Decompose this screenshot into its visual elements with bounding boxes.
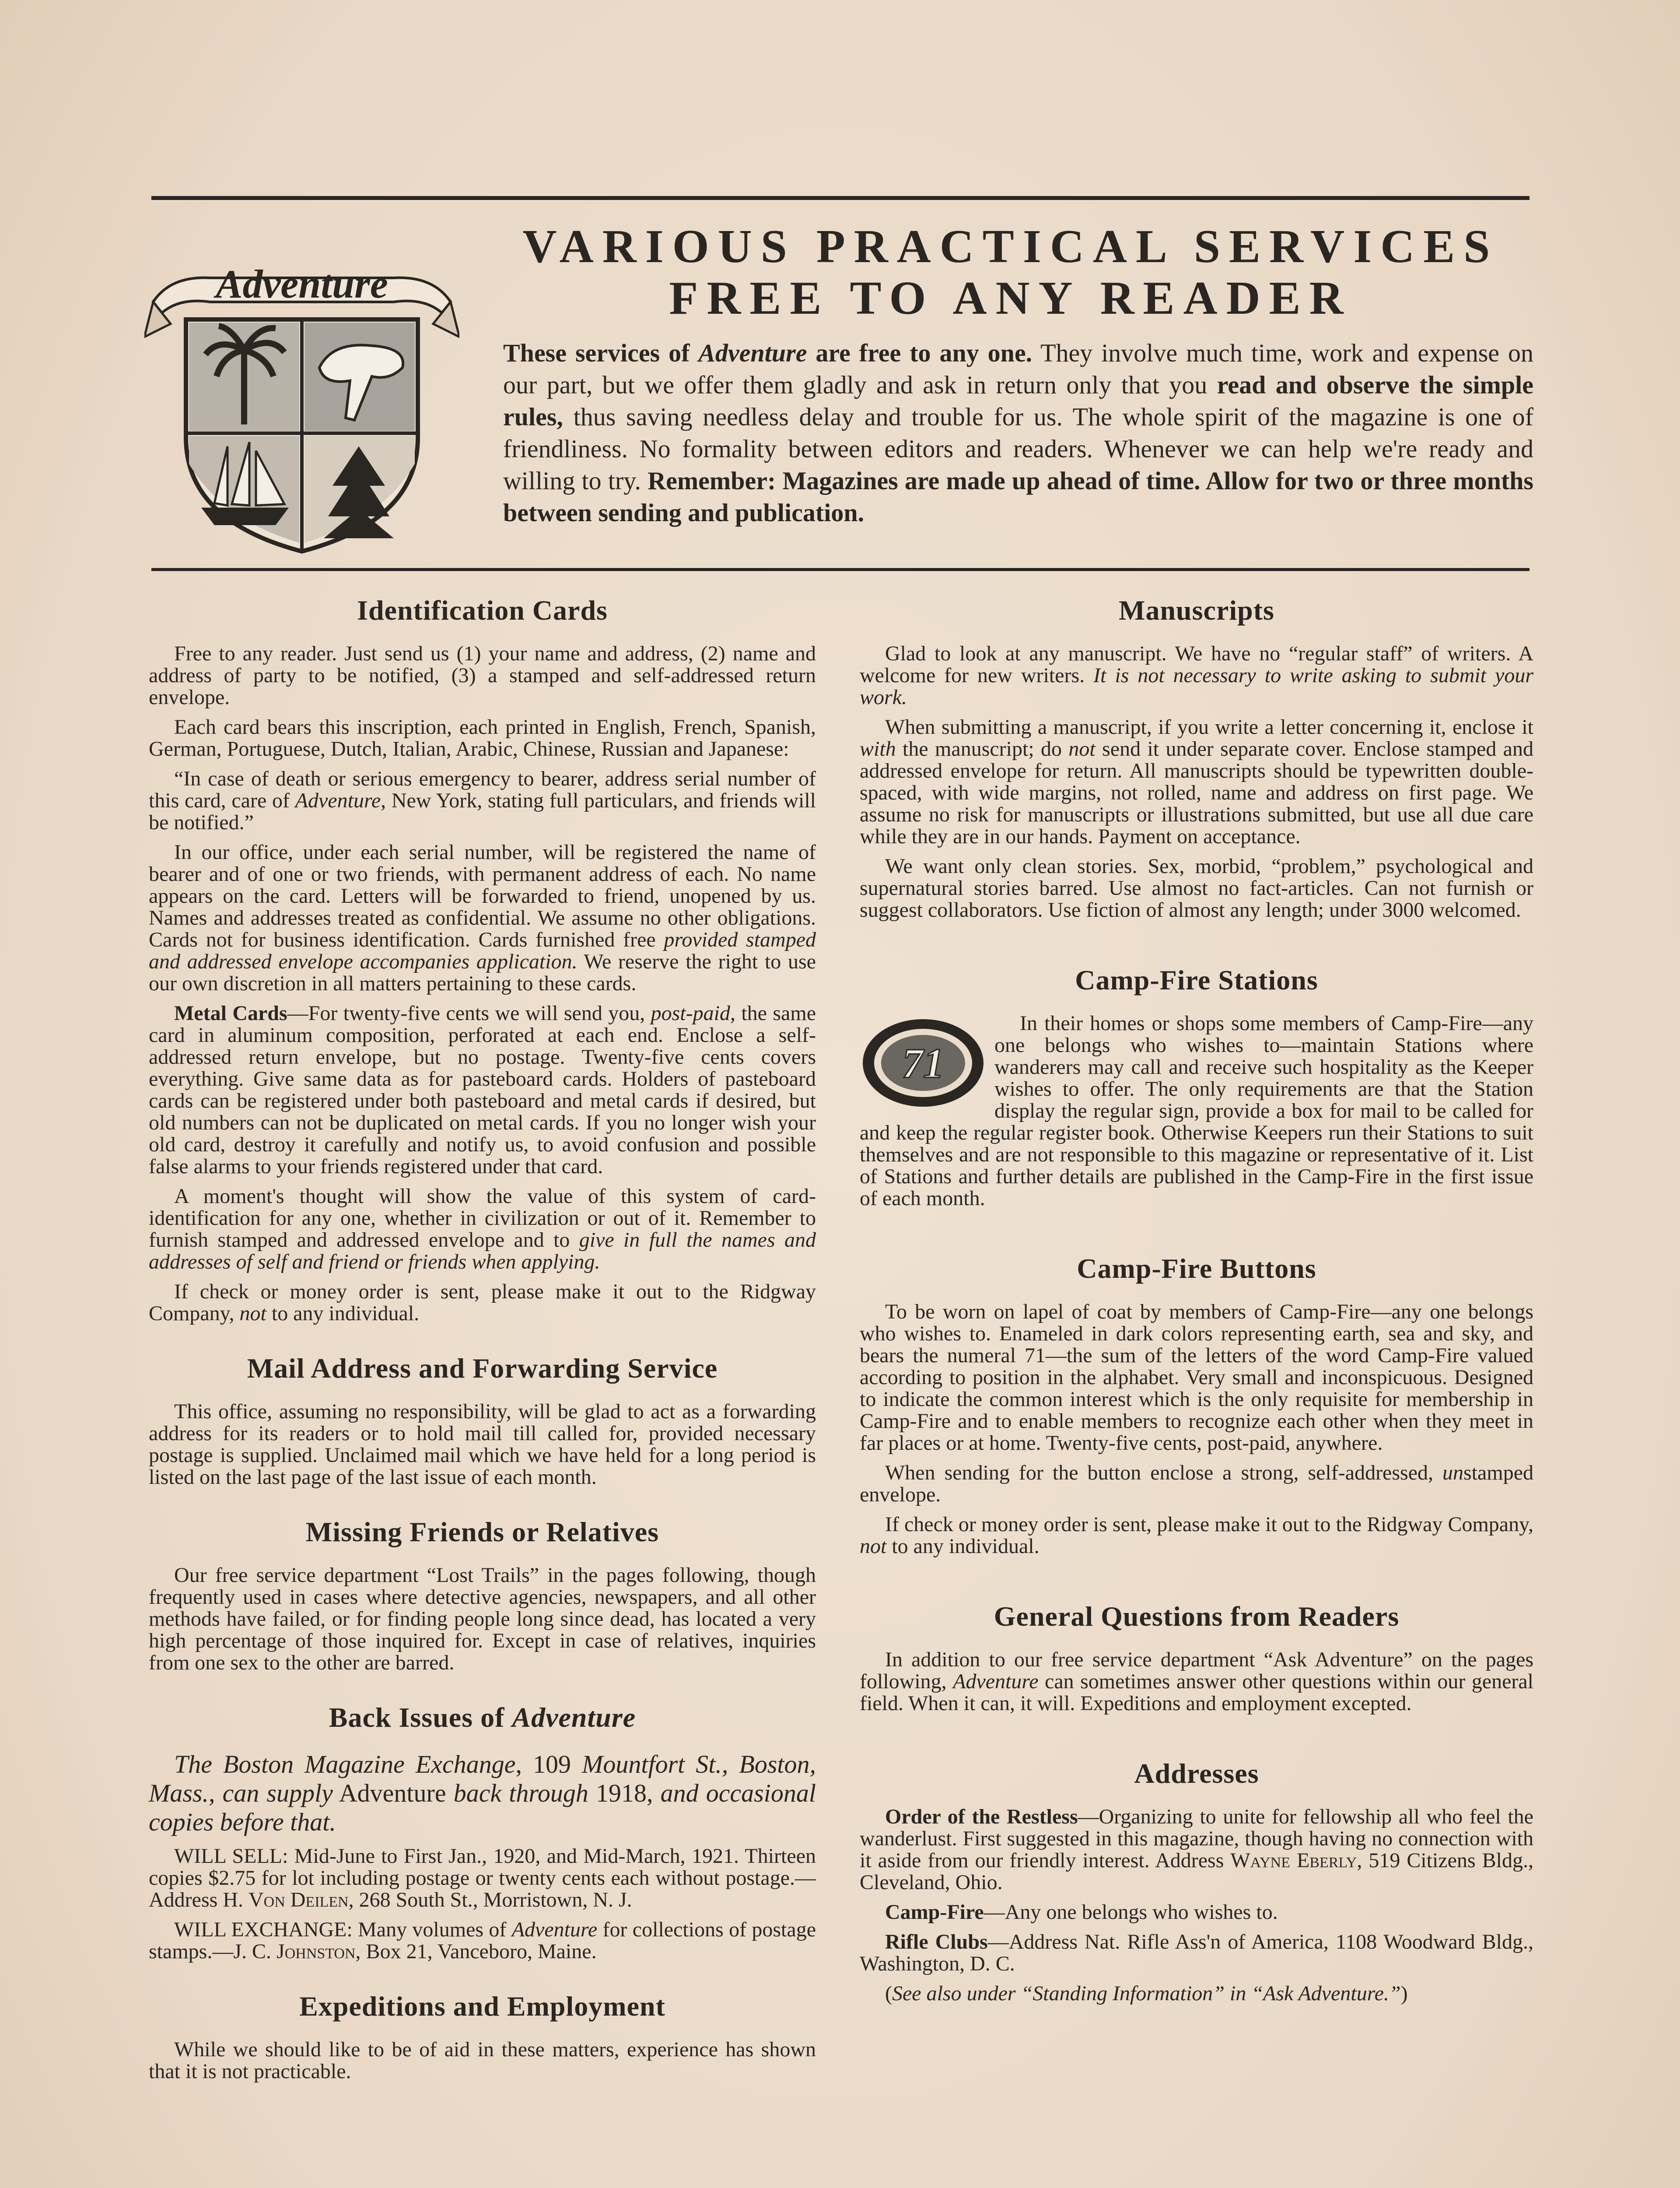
text-run: See also under “Standing Information” in “Ask Adventure.” bbox=[892, 1982, 1401, 2005]
section-expeditions bbox=[149, 1989, 816, 2083]
text-run: Remember: Magazines are made up ahead of time. Allow for two or three months between sending and publication. bbox=[503, 466, 1533, 527]
text-run: Manuscripts bbox=[1119, 595, 1274, 626]
text-run: It is not necessary to write asking to submit your work. bbox=[860, 664, 1534, 709]
text-run: WILL SELL: Mid-June to First Jan., 1920, and Mid-March, 1921. Thirteen copies $2.75 for lot including postage or twenty cents each without postage.—Address H. bbox=[149, 1844, 816, 1911]
paragraph bbox=[149, 1919, 816, 1963]
text-run: Order of the Restless bbox=[885, 1805, 1078, 1828]
paragraph bbox=[860, 716, 1533, 848]
right-column bbox=[860, 593, 1533, 2005]
text-run: The Boston Magazine Exchange bbox=[174, 1750, 516, 1778]
section-heading bbox=[149, 1989, 816, 2024]
text-run: Adventure bbox=[698, 339, 807, 367]
paragraph bbox=[860, 1301, 1533, 1454]
paragraph bbox=[860, 1983, 1533, 2005]
section-body bbox=[149, 2039, 816, 2083]
text-run: send it under separate cover. Enclose stamped and addressed envelope for return. All manuscripts should be typewritten double-spaced, with wide margins, not rolled, name and address on first page. We assume no risk for manuscripts or illustrations submitted, but use all due care while they are in our hands. Payment on acceptance. bbox=[860, 737, 1533, 848]
text-run: —Any one belongs who wishes to. bbox=[984, 1900, 1278, 1924]
text-run: and occasional copies before that. bbox=[149, 1779, 816, 1836]
text-run: Camp-Fire Buttons bbox=[1077, 1253, 1316, 1284]
text-run: Mountfort St., Boston, Mass., can supply bbox=[149, 1750, 816, 1807]
paragraph bbox=[149, 716, 816, 760]
top-rule bbox=[151, 196, 1530, 200]
intro-paragraph bbox=[503, 337, 1533, 529]
boston-exchange-notice bbox=[149, 1750, 816, 1837]
text-run: ) bbox=[1400, 1982, 1408, 2005]
text-run: thus saving needless delay and trouble for us. The whole spirit of the magazine is one of friendliness. No formality between editors and readers. Whenever we can help we're ready and willing to try. bbox=[503, 403, 1533, 495]
text-run: Von Deilen bbox=[248, 1888, 349, 1911]
text-run: ( bbox=[885, 1982, 892, 2005]
text-run: not bbox=[239, 1302, 266, 1325]
text-run: un bbox=[1442, 1461, 1464, 1484]
text-run: If check or money order is sent, please make it out to the Ridgway Company, bbox=[149, 1280, 816, 1325]
text-run: can sometimes answer other questions within our general field. When it can, it will. Expeditions and employment excepted. bbox=[860, 1670, 1533, 1715]
paragraph bbox=[860, 1462, 1533, 1506]
text-run: Glad to look at any manuscript. We have no “regular staff” of writers. A welcome for new writers. bbox=[860, 642, 1533, 687]
text-run: post-paid bbox=[651, 1002, 730, 1025]
section-body bbox=[149, 643, 816, 1325]
paragraph bbox=[149, 1185, 816, 1273]
adventure-crest-logo bbox=[144, 236, 459, 556]
text-run: Each card bears this inscription, each printed in English, French, Spanish, German, Portuguese, Dutch, Italian, Arabic, Chinese, Russian and Japanese: bbox=[149, 715, 816, 761]
text-run: , 519 Citizens Bldg., Cleveland, Ohio. bbox=[860, 1849, 1533, 1894]
text-run: 1918, bbox=[588, 1779, 661, 1807]
section-heading bbox=[860, 593, 1533, 628]
paragraph bbox=[149, 643, 816, 708]
paragraph bbox=[860, 1514, 1533, 1557]
section-body bbox=[860, 1806, 1533, 2005]
text-run: To be worn on lapel of coat by members of Camp-Fire—any one belongs who wishes to. Enameled in dark colors representing earth, sea and sky, and bears the numeral 71—the sum of the letters of the word Camp-Fire valued according to position in the alphabet. Very small and inconspicuous. Designed to indicate the common interest which is the only requisite for membership in Camp-Fire and to enable members to recognize each other when they meet in far places or at home. Twenty-five cents, post-paid, anywhere. bbox=[860, 1300, 1533, 1455]
text-run: stamped envelope. bbox=[860, 1461, 1533, 1506]
section-heading bbox=[149, 1700, 816, 1735]
text-run: give in full the names and addresses of self and friend or friends when applying. bbox=[149, 1228, 816, 1273]
text-run: , 109 bbox=[515, 1750, 582, 1778]
middle-rule bbox=[151, 568, 1530, 571]
paragraph bbox=[149, 2039, 816, 2083]
title-line-1: VARIOUS PRACTICAL SERVICES bbox=[522, 221, 1499, 273]
text-run: “In case of death or serious emergency to bearer, address serial number of this card, care of bbox=[149, 767, 816, 812]
paragraph bbox=[149, 1401, 816, 1488]
text-run: When submitting a manuscript, if you write a letter concerning it, enclose it bbox=[885, 715, 1533, 739]
text-run: General Questions from Readers bbox=[994, 1601, 1400, 1632]
text-run: Our free service department “Lost Trails” in the pages following, though frequently used in cases where detective agencies, newspapers, and all other methods have failed, or for finding people long since dead, has located a very high percentage of those inquired for. Except in case of relatives, inquiries from one sex to the other are barred. bbox=[149, 1564, 816, 1674]
text-run: with bbox=[860, 737, 896, 761]
text-run: While we should like to be of aid in these matters, experience has shown that it is not practicable. bbox=[149, 2038, 816, 2083]
text-run: for collections of postage stamps.—J. C. bbox=[149, 1918, 816, 1963]
text-run: If check or money order is sent, please make it out to the Ridgway Company, bbox=[885, 1513, 1533, 1536]
text-run: , Box 21, Vanceboro, Maine. bbox=[355, 1940, 597, 1963]
section-body bbox=[149, 1845, 816, 1963]
text-run: Mail Address and Forwarding Service bbox=[247, 1353, 718, 1384]
text-run: Metal Cards bbox=[174, 1002, 287, 1025]
text-run: Free to any reader. Just send us (1) your name and address, (2) name and address of party to be notified, (3) a stamped and self-addressed return envelope. bbox=[149, 642, 816, 709]
left-column bbox=[149, 593, 816, 2083]
section-back-issues bbox=[149, 1700, 816, 1963]
text-run: Adventure bbox=[953, 1670, 1039, 1693]
paragraph bbox=[149, 1281, 816, 1325]
text-run: , the same card in aluminum composition, perforated at each end. Enclose a self-addressed return envelope, but no postage. Twenty-five cents covers everything. Give same data as for pasteboard cards. Holders of pasteboard cards can be registered under both pasteboard and metal cards if desired, but old numbers can not be duplicated on metal cards. If you no longer wish your old card, destroy it carefully and notify us, to avoid confusion and possible false alarms to your friends registered under that card. bbox=[149, 1002, 816, 1178]
text-run: not bbox=[1068, 737, 1096, 761]
text-run: Back Issues of bbox=[329, 1702, 512, 1733]
text-run: Wayne Eberly bbox=[1230, 1849, 1357, 1872]
text-run: —Address Nat. Rifle Ass'n of America, 1108 Woodward Bldg., Washington, D. C. bbox=[860, 1930, 1533, 1975]
text-run: They involve much time, work and expense on our part, but we offer them gladly and ask in return only that you bbox=[503, 339, 1533, 399]
paragraph bbox=[149, 1564, 816, 1674]
page-title bbox=[477, 221, 1544, 324]
paragraph bbox=[149, 1003, 816, 1178]
text-run: A moment's thought will show the value of this system of card-identification for any one, whether in civilization or out of it. Remember to furnish stamped and addressed envelope and to bbox=[149, 1185, 816, 1252]
section-body bbox=[149, 1564, 816, 1674]
text-run: Rifle Clubs bbox=[885, 1930, 988, 1953]
text-run: Addresses bbox=[1134, 1758, 1259, 1789]
text-run: the manuscript; do bbox=[896, 737, 1069, 761]
text-run: , New York, stating full particulars, and friends will be notified.” bbox=[149, 789, 816, 834]
section-heading bbox=[149, 1515, 816, 1550]
section-body bbox=[860, 1649, 1533, 1715]
section-campfire-stations bbox=[860, 963, 1533, 1210]
paragraph bbox=[860, 1806, 1533, 1893]
section-campfire-buttons bbox=[860, 1251, 1533, 1557]
text-run: Adventure bbox=[295, 789, 381, 812]
section-heading bbox=[860, 1599, 1533, 1634]
text-run: Expeditions and Employment bbox=[299, 1991, 665, 2022]
section-addresses bbox=[860, 1756, 1533, 2005]
text-run: to any individual. bbox=[266, 1302, 420, 1325]
text-run: Johnston bbox=[276, 1940, 356, 1963]
text-run: Adventure bbox=[512, 1702, 636, 1733]
text-run: not bbox=[860, 1535, 887, 1558]
text-run: We want only clean stories. Sex, morbid, “problem,” psychological and supernatural stories barred. Use almost no fact-articles. Can not furnish or suggest collaborators. Use fiction of almost any length; under 3000 welcomed. bbox=[860, 855, 1533, 922]
text-run: to any individual. bbox=[886, 1535, 1040, 1558]
text-run: In their homes or shops some members of Camp-Fire—any one belongs who wishes to—maintain Stations where wanderers may call and receive such hospitality as the Keeper wishes to offer. The only requirements are that the Station display the regular sign, provide a box for mail to be called for and keep the regular register book. Otherwise Keepers run their Stations to suit themselves and are not responsible to this magazine or representative of it. List of Stations and further details are published in the Camp-Fire in the first issue of each month. bbox=[860, 1012, 1533, 1210]
section-body bbox=[149, 1401, 816, 1488]
text-run: Identification Cards bbox=[357, 595, 608, 626]
section-identification-cards bbox=[149, 593, 816, 1325]
text-run: In our office, under each serial number, will be registered the name of bearer and of one or two friends, with permanent address of each. No name appears on the card. Letters will be forwarded to friend, unopened by us. Names and addresses treated as confidential. We assume no other obligations. Cards not for business identification. Cards furnished free bbox=[149, 841, 816, 951]
text-run: Adventure bbox=[332, 1779, 454, 1807]
paragraph bbox=[860, 1649, 1533, 1715]
section-mail-address bbox=[149, 1351, 816, 1488]
section-heading bbox=[860, 1251, 1533, 1286]
text-run: This office, assuming no responsibility, will be glad to act as a forwarding address for its readers or to hold mail till called for, provided necessary postage is supplied. Unclaimed mail which we have held for a long period is listed on the last page of the last issue of each month. bbox=[149, 1400, 816, 1489]
text-run: When sending for the button enclose a strong, self-addressed, bbox=[885, 1461, 1443, 1484]
paragraph bbox=[149, 1845, 816, 1911]
paragraph bbox=[149, 768, 816, 834]
paragraph bbox=[860, 643, 1533, 708]
text-run: WILL EXCHANGE: Many volumes of bbox=[174, 1918, 512, 1941]
text-run: These services of bbox=[503, 339, 699, 367]
title-line-2: FREE TO ANY READER bbox=[669, 272, 1352, 324]
section-body bbox=[860, 1301, 1533, 1557]
section-missing-friends bbox=[149, 1515, 816, 1674]
text-run: We reserve the right to use our own discretion in all matters pertaining to these cards. bbox=[149, 950, 816, 995]
text-run: read and observe the simple rules, bbox=[503, 371, 1533, 431]
section-heading bbox=[860, 963, 1533, 998]
campfire-badge-icon bbox=[860, 1016, 987, 1110]
section-manuscripts bbox=[860, 593, 1533, 921]
crest-banner-text: Adventure bbox=[216, 262, 388, 306]
text-run: , 268 South St., Morristown, N. J. bbox=[348, 1888, 632, 1911]
text-run: are free to any one. bbox=[807, 339, 1032, 367]
section-general-questions bbox=[860, 1599, 1533, 1715]
paragraph bbox=[860, 1901, 1533, 1923]
campfire-badge-number: 71 bbox=[902, 1040, 944, 1087]
paragraph bbox=[860, 1931, 1533, 1975]
text-run: —For twenty-five cents we will send you, bbox=[287, 1002, 651, 1025]
paragraph bbox=[860, 856, 1533, 921]
paragraph bbox=[149, 842, 816, 995]
text-run: back through bbox=[453, 1779, 588, 1807]
text-run: In addition to our free service department “Ask Adventure” on the pages following, bbox=[860, 1648, 1533, 1693]
section-heading bbox=[860, 1756, 1533, 1791]
text-run: Camp-Fire Stations bbox=[1075, 964, 1318, 996]
text-run: Camp-Fire bbox=[885, 1900, 984, 1924]
text-run: provided stamped and addressed envelope accompanies application. bbox=[149, 928, 816, 973]
section-heading bbox=[149, 593, 816, 628]
text-run: Adventure bbox=[511, 1918, 598, 1941]
section-heading bbox=[149, 1351, 816, 1386]
section-body bbox=[860, 643, 1533, 921]
text-run: Missing Friends or Relatives bbox=[305, 1516, 659, 1547]
text-run: —Organizing to unite for fellowship all who feel the wanderlust. First suggested in this magazine, though having no connection with it aside from our friendly interest. Address bbox=[860, 1805, 1533, 1872]
